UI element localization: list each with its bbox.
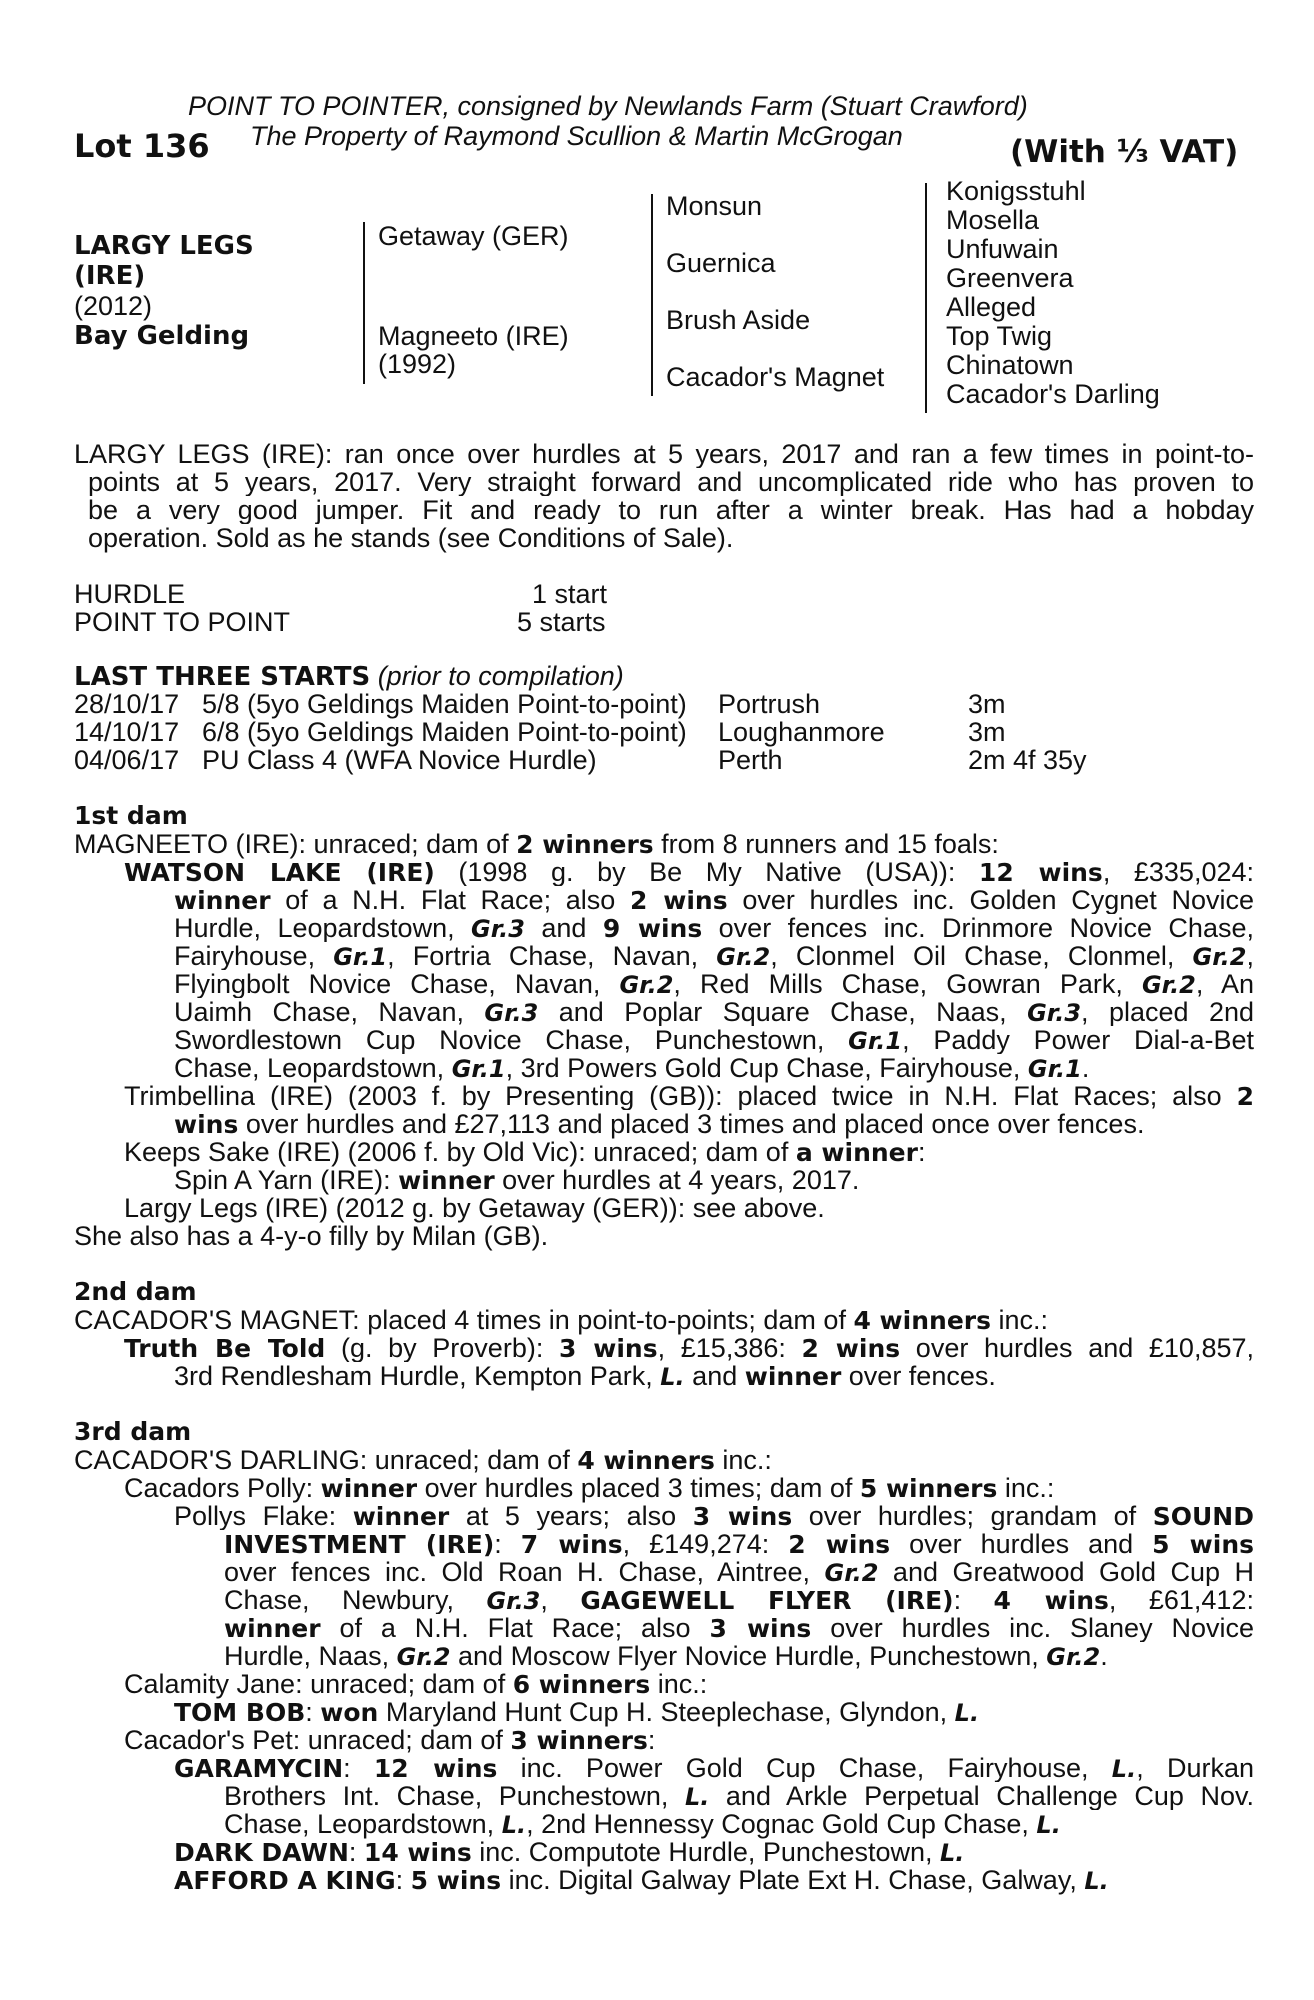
progeny-largy-legs: Largy Legs (IRE) (2012 g. by Getaway (GER)): see above. <box>124 1193 825 1223</box>
progeny-truth-be-told-line: Truth Be Told (g. by Proverb): 3 wins, £15,386: 2 wins over hurdles and £10,857, <box>124 1334 1254 1362</box>
progeny-garamycin-line: Brothers Int. Chase, Punchestown, L. and Arkle Perpetual Challenge Cup Nov. <box>224 1782 1254 1810</box>
progeny-watson-lake-line: Chase, Leopardstown, Gr.1, 3rd Powers Gold Cup Chase, Fairyhouse, Gr.1. <box>174 1053 1090 1083</box>
summary-line-2: points at 5 years, 2017. Very straight forward and uncomplicated ride who has proven to <box>88 468 1254 496</box>
progeny-calamity-jane: Calamity Jane: unraced; dam of 6 winners inc.: <box>124 1669 708 1699</box>
first-dam-heading: 1st dam <box>74 801 188 830</box>
first-dam-note: She also has a 4-y-o filly by Milan (GB). <box>74 1221 549 1251</box>
consignor-line: POINT TO POINTER, consigned by Newlands Farm (Stuart Crawford) <box>188 91 1028 121</box>
gen3-4: Greenvera <box>946 263 1074 293</box>
third-dam-intro-c: inc.: <box>714 1445 772 1475</box>
record-hurdle-label: HURDLE <box>74 579 186 609</box>
second-dam-heading: 2nd dam <box>74 1277 197 1306</box>
gen3-1: Konigsstuhl <box>946 176 1086 206</box>
last-starts-note: (prior to compilation) <box>377 661 624 691</box>
progeny-watson-lake-line: Uaimh Chase, Navan, Gr.3 and Poplar Square Chase, Naas, Gr.3, placed 2nd <box>174 998 1254 1026</box>
start-race: PU Class 4 (WFA Novice Hurdle) <box>202 745 597 775</box>
second-dam-intro-c: inc.: <box>990 1305 1049 1335</box>
third-dam-intro <box>74 1446 772 1475</box>
divider-3 <box>925 183 927 413</box>
progeny-pollys-flake-line: Hurdle, Naas, Gr.2 and Moscow Flyer Novice Hurdle, Punchestown, Gr.2. <box>224 1641 1108 1671</box>
second-dam-intro <box>74 1306 1048 1335</box>
start-race: 6/8 (5yo Geldings Maiden Point-to-point) <box>202 717 687 747</box>
progeny-watson-lake-line: winner of a N.H. Flat Race; also 2 wins over hurdles inc. Golden Cygnet Novice <box>174 886 1254 914</box>
progeny-watson-lake-line: Flyingbolt Novice Chase, Navan, Gr.2, Red Mills Chase, Gowran Park, Gr.2, An <box>174 970 1254 998</box>
progeny-keeps-sake: Keeps Sake (IRE) (2006 f. by Old Vic): unraced; dam of a winner: <box>124 1137 926 1167</box>
divider-1 <box>363 222 365 384</box>
third-dam-intro-b: 4 winners <box>577 1446 715 1475</box>
second-dam-intro-b: 4 winners <box>853 1306 991 1335</box>
first-dam-intro-b: 2 winners <box>516 830 654 859</box>
progeny-garamycin-line: Chase, Leopardstown, L., 2nd Hennessy Cognac Gold Cup Chase, L. <box>224 1809 1061 1839</box>
gen3-3: Unfuwain <box>946 234 1059 264</box>
gen3-7: Chinatown <box>946 350 1074 380</box>
granddam-paternal: Guernica <box>666 248 776 278</box>
progeny-pollys-flake-line: Chase, Newbury, Gr.3, GAGEWELL FLYER (IRE): 4 wins, £61,412: <box>224 1586 1254 1614</box>
start-course: Portrush <box>718 689 821 719</box>
property-line: The Property of Raymond Scullion & Martin McGrogan <box>250 121 903 151</box>
progeny-pollys-flake-line: over fences inc. Old Roan H. Chase, Aintree, Gr.2 and Greatwood Gold Cup H <box>224 1558 1254 1586</box>
horse-name: LARGY LEGS <box>74 231 254 261</box>
start-date: 14/10/17 <box>74 717 180 747</box>
record-hurdle-starts: 1 start <box>532 579 608 609</box>
progeny-dark-dawn: DARK DAWN: 14 wins inc. Computote Hurdle, Punchestown, L. <box>174 1837 965 1867</box>
last-starts-heading <box>74 662 624 691</box>
last-starts-title: LAST THREE STARTS <box>74 662 371 692</box>
gen3-8: Cacador's Darling <box>946 379 1160 409</box>
start-date: 04/06/17 <box>74 745 180 775</box>
start-distance: 3m <box>968 717 1006 747</box>
progeny-watson-lake-line: Hurdle, Leopardstown, Gr.3 and 9 wins over fences inc. Drinmore Novice Chase, <box>174 914 1254 942</box>
sire: Getaway (GER) <box>378 221 569 251</box>
dam: Magneeto (IRE) <box>378 321 569 351</box>
horse-year: (2012) <box>74 291 153 321</box>
record-ptp-starts: 5 starts <box>517 607 606 637</box>
progeny-tom-bob: TOM BOB: won Maryland Hunt Cup H. Steeplechase, Glyndon, L. <box>174 1697 980 1727</box>
progeny-watson-lake-line: Swordlestown Cup Novice Chase, Punchestown, Gr.1, Paddy Power Dial-a-Bet <box>174 1026 1254 1054</box>
gen3-2: Mosella <box>946 205 1040 235</box>
progeny-watson-lake-line: Fairyhouse, Gr.1, Fortria Chase, Navan, Gr.2, Clonmel Oil Chase, Clonmel, Gr.2, <box>174 942 1254 970</box>
damsire: Brush Aside <box>666 305 811 335</box>
start-course: Loughanmore <box>718 717 885 747</box>
second-dam-intro-a: CACADOR'S MAGNET: placed 4 times in point-to-points; dam of <box>74 1305 854 1335</box>
summary-line-3: be a very good jumper. Fit and ready to run after a winter break. Has had a hobday <box>88 496 1254 524</box>
progeny-pollys-flake-line: INVESTMENT (IRE): 7 wins, £149,274: 2 wins over hurdles and 5 wins <box>224 1530 1254 1558</box>
start-distance: 2m 4f 35y <box>968 745 1087 775</box>
progeny-trimbellina-line: wins over hurdles and £27,113 and placed 3 times and placed once over fences. <box>174 1109 1145 1139</box>
grandsire: Monsun <box>666 191 763 221</box>
start-distance: 3m <box>968 689 1006 719</box>
progeny-pollys-flake-line: Pollys Flake: winner at 5 years; also 3 wins over hurdles; grandam of SOUND <box>174 1502 1254 1530</box>
progeny-cacadors-polly: Cacadors Polly: winner over hurdles placed 3 times; dam of 5 winners inc.: <box>124 1473 1055 1503</box>
progeny-trimbellina-line: Trimbellina (IRE) (2003 f. by Presenting (GB)): placed twice in N.H. Flat Races; also 2 <box>124 1082 1254 1110</box>
progeny-spin-a-yarn: Spin A Yarn (IRE): winner over hurdles at 4 years, 2017. <box>174 1165 860 1195</box>
summary-line-1: LARGY LEGS (IRE): ran once over hurdles at 5 years, 2017 and ran a few times in point-to- <box>74 440 1254 468</box>
divider-2 <box>651 194 653 396</box>
record-ptp-label: POINT TO POINT <box>74 607 291 637</box>
start-race: 5/8 (5yo Geldings Maiden Point-to-point) <box>202 689 687 719</box>
first-dam-intro-c: from 8 runners and 15 foals: <box>653 829 999 859</box>
gen3-6: Top Twig <box>946 321 1053 351</box>
progeny-garamycin-line: GARAMYCIN: 12 wins inc. Power Gold Cup Chase, Fairyhouse, L., Durkan <box>174 1754 1254 1782</box>
first-dam-intro-a: MAGNEETO (IRE): unraced; dam of <box>74 829 517 859</box>
third-dam-heading: 3rd dam <box>74 1417 192 1446</box>
lot-number: Lot 136 <box>74 127 210 165</box>
summary-line-4: operation. Sold as he stands (see Conditions of Sale). <box>88 523 734 553</box>
horse-sex-colour: Bay Gelding <box>74 321 250 351</box>
vat-note: (With ⅓ VAT) <box>1010 134 1239 170</box>
progeny-afford-a-king: AFFORD A KING: 5 wins inc. Digital Galway Plate Ext H. Chase, Galway, L. <box>174 1865 1109 1895</box>
progeny-truth-be-told-line: 3rd Rendlesham Hurdle, Kempton Park, L. and winner over fences. <box>174 1361 996 1391</box>
dam-year: (1992) <box>378 349 457 379</box>
horse-country: (IRE) <box>74 261 146 291</box>
start-course: Perth <box>718 745 783 775</box>
start-date: 28/10/17 <box>74 689 180 719</box>
third-dam-intro-a: CACADOR'S DARLING: unraced; dam of <box>74 1445 578 1475</box>
progeny-pollys-flake-line: winner of a N.H. Flat Race; also 3 wins over hurdles inc. Slaney Novice <box>224 1614 1254 1642</box>
progeny-cacadors-pet: Cacador's Pet: unraced; dam of 3 winners: <box>124 1725 656 1755</box>
gen3-5: Alleged <box>946 292 1037 322</box>
second-dam: Cacador's Magnet <box>666 362 885 392</box>
progeny-watson-lake-line: WATSON LAKE (IRE) (1998 g. by Be My Native (USA)): 12 wins, £335,024: <box>124 858 1254 886</box>
first-dam-intro <box>74 830 999 859</box>
